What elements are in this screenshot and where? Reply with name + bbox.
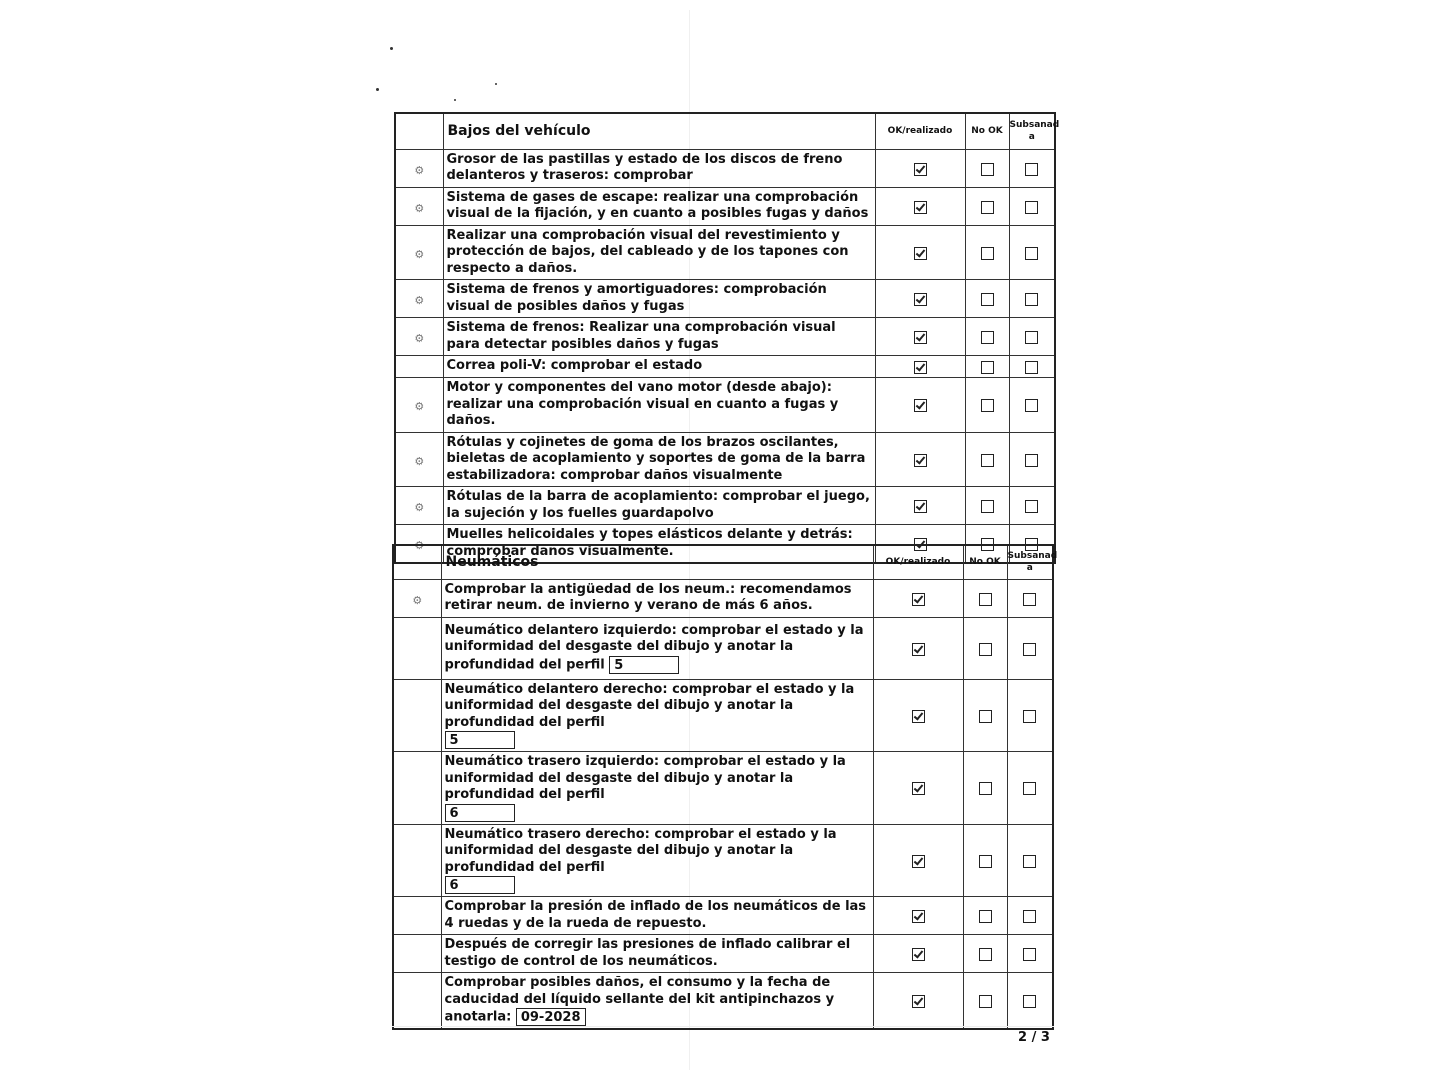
ok-checkbox[interactable] [912, 593, 925, 606]
row-icon-cell [393, 935, 441, 973]
ok-cell [875, 356, 965, 378]
subsanada-checkbox[interactable] [1025, 399, 1038, 412]
no-ok-checkbox[interactable] [981, 163, 994, 176]
no-ok-checkbox[interactable] [979, 910, 992, 923]
ok-cell [873, 617, 963, 679]
item-description [441, 897, 873, 935]
item-text: Rótulas de la barra de acoplamiento: comprobar el juego, la sujeción y los fuelles guardapolvo [446, 489, 870, 521]
checklist-row [395, 378, 1055, 433]
item-text: Grosor de las pastillas y estado de los discos de freno delanteros y traseros: comprobar [446, 151, 843, 183]
subsanada-cell [1007, 973, 1053, 1030]
checklist-row [393, 617, 1053, 679]
subsanada-checkbox[interactable] [1025, 201, 1038, 214]
no-ok-checkbox[interactable] [979, 948, 992, 961]
col-sub-header: Subsanad a [1009, 113, 1055, 149]
header-spacer [395, 113, 443, 149]
subsanada-checkbox[interactable] [1023, 782, 1036, 795]
subsanada-cell [1009, 356, 1055, 378]
item-description [443, 149, 875, 187]
item-text: Sistema de frenos y amortiguadores: comprobación visual de posibles daños y fugas [446, 282, 827, 314]
ok-checkbox[interactable] [914, 361, 927, 374]
service-icon: ⚙ [414, 501, 425, 514]
subsanada-checkbox[interactable] [1023, 948, 1036, 961]
item-text: Después de corregir las presiones de inflado calibrar el testigo de control de los neumáticos. [444, 937, 851, 969]
no-ok-cell [963, 935, 1007, 973]
page-number: 2 / 3 [1018, 1030, 1050, 1045]
item-description [441, 973, 873, 1030]
subsanada-cell [1007, 935, 1053, 973]
measured-value-field[interactable]: 6 [445, 876, 515, 894]
row-icon-cell [395, 280, 443, 318]
ok-checkbox[interactable] [914, 500, 927, 513]
row-icon-cell [395, 149, 443, 187]
no-ok-cell [965, 356, 1009, 378]
item-description [443, 187, 875, 225]
row-icon-cell [393, 579, 441, 617]
ok-checkbox[interactable] [912, 995, 925, 1008]
service-icon: ⚙ [412, 593, 423, 607]
checklist-row [393, 752, 1053, 825]
subsanada-cell [1009, 280, 1055, 318]
subsanada-checkbox[interactable] [1023, 643, 1036, 656]
measured-value-field[interactable]: 09-2028 [516, 1008, 586, 1026]
item-description [441, 617, 873, 679]
subsanada-cell [1009, 187, 1055, 225]
measured-value-field[interactable]: 6 [445, 804, 515, 822]
col-nok-header: No OK [965, 113, 1009, 149]
no-ok-cell [965, 318, 1009, 356]
row-icon-cell [393, 752, 441, 825]
service-icon: ⚙ [414, 163, 425, 177]
section-header [395, 113, 1055, 149]
ok-cell [875, 432, 965, 487]
checklist-row [395, 432, 1055, 487]
no-ok-checkbox[interactable] [979, 855, 992, 868]
subsanada-cell [1007, 679, 1053, 752]
no-ok-checkbox[interactable] [979, 995, 992, 1008]
no-ok-checkbox[interactable] [981, 399, 994, 412]
subsanada-checkbox[interactable] [1023, 910, 1036, 923]
row-icon-cell [395, 432, 443, 487]
no-ok-cell [963, 824, 1007, 897]
no-ok-checkbox[interactable] [979, 782, 992, 795]
subsanada-cell [1009, 318, 1055, 356]
ok-checkbox[interactable] [912, 910, 925, 923]
no-ok-cell [965, 487, 1009, 525]
item-description [443, 225, 875, 280]
checklist-row [395, 187, 1055, 225]
header-spacer [393, 545, 441, 579]
ok-cell [875, 187, 965, 225]
ok-checkbox[interactable] [914, 331, 927, 344]
item-description [443, 318, 875, 356]
no-ok-cell [965, 280, 1009, 318]
subsanada-cell [1007, 617, 1053, 679]
subsanada-checkbox[interactable] [1025, 361, 1038, 374]
no-ok-cell [963, 579, 1007, 617]
no-ok-checkbox[interactable] [979, 643, 992, 656]
ok-cell [875, 318, 965, 356]
row-icon-cell [395, 225, 443, 280]
no-ok-cell [965, 187, 1009, 225]
row-icon-cell [393, 617, 441, 679]
ok-cell [873, 824, 963, 897]
subsanada-cell [1009, 432, 1055, 487]
row-icon-cell [393, 824, 441, 897]
subsanada-checkbox[interactable] [1023, 710, 1036, 723]
no-ok-cell [965, 432, 1009, 487]
subsanada-checkbox[interactable] [1025, 293, 1038, 306]
item-text: Neumático trasero derecho: comprobar el estado y la uniformidad del desgaste del dibujo y anotar la profundidad del perfil [444, 826, 837, 875]
row-icon-cell [393, 897, 441, 935]
checklist-row [395, 149, 1055, 187]
scan-speck [376, 88, 379, 91]
subsanada-checkbox[interactable] [1025, 454, 1038, 467]
item-text: Neumático trasero izquierdo: comprobar el estado y la uniformidad del desgaste del dibujo y anotar la profundidad del perfil [444, 754, 846, 802]
service-icon: ⚙ [414, 201, 425, 215]
section-title: Bajos del vehículo [443, 113, 875, 149]
ok-cell [873, 679, 963, 752]
item-text: Correa poli-V: comprobar el estado [446, 358, 703, 374]
no-ok-cell [963, 679, 1007, 752]
item-description [441, 752, 873, 825]
ok-checkbox[interactable] [912, 782, 925, 795]
service-icon: ⚙ [414, 332, 425, 345]
measured-value-field[interactable]: 5 [609, 656, 679, 674]
item-text: Motor y componentes del vano motor (desde abajo): realizar una comprobación visual en cuanto a fugas y daños. [446, 380, 839, 428]
service-icon: ⚙ [414, 454, 425, 468]
no-ok-checkbox[interactable] [981, 293, 994, 306]
scan-speck [454, 99, 456, 101]
subsanada-checkbox[interactable] [1023, 593, 1036, 606]
ok-cell [875, 225, 965, 280]
scan-speck [390, 47, 393, 50]
checklist-row [393, 579, 1053, 617]
checklist-row [395, 225, 1055, 280]
subsanada-checkbox[interactable] [1025, 331, 1038, 344]
checklist-row [393, 824, 1053, 897]
row-icon-cell [393, 679, 441, 752]
scan-speck [495, 83, 497, 85]
ok-checkbox[interactable] [914, 293, 927, 306]
subsanada-cell [1009, 225, 1055, 280]
item-description [441, 935, 873, 973]
service-icon: ⚙ [414, 247, 425, 261]
col-ok-header: OK/realizado [875, 113, 965, 149]
ok-checkbox[interactable] [912, 855, 925, 868]
item-text: Neumático delantero derecho: comprobar el estado y la uniformidad del desgaste del dibujo y anotar la profundidad del perfil [444, 681, 855, 730]
row-icon-cell [393, 973, 441, 1030]
item-text: Comprobar la presión de inflado de los neumáticos de las 4 ruedas y de la rueda de repuesto. [444, 899, 867, 931]
ok-cell [873, 752, 963, 825]
ok-cell [873, 935, 963, 973]
checklist-row [393, 897, 1053, 935]
no-ok-checkbox[interactable] [981, 361, 994, 374]
subsanada-checkbox[interactable] [1025, 500, 1038, 513]
row-icon-cell [395, 187, 443, 225]
row-icon-cell [395, 318, 443, 356]
no-ok-cell [963, 617, 1007, 679]
ok-cell [875, 280, 965, 318]
item-text: Muelles helicoidales y topes elásticos delante y detrás: comprobar daños visualmente. [446, 527, 853, 559]
ok-checkbox[interactable] [914, 247, 927, 260]
checklist-row [395, 487, 1055, 525]
col-ok-header: OK/realizado [873, 545, 963, 579]
checklist-row [393, 973, 1053, 1030]
ok-cell [875, 149, 965, 187]
item-description [441, 679, 873, 752]
ok-checkbox[interactable] [914, 454, 927, 467]
subsanada-cell [1007, 824, 1053, 897]
no-ok-checkbox[interactable] [981, 454, 994, 467]
ok-checkbox[interactable] [912, 643, 925, 656]
no-ok-cell [965, 149, 1009, 187]
subsanada-checkbox[interactable] [1025, 247, 1038, 260]
checklist-row [395, 318, 1055, 356]
section-header [393, 545, 1053, 579]
item-text: Sistema de gases de escape: realizar una comprobación visual de la fijación, y en cuanto a posibles fugas y daños [446, 189, 869, 221]
col-sub-header: Subsanad a [1007, 545, 1053, 579]
item-text: Rótulas y cojinetes de goma de los brazos oscilantes, bieletas de acoplamiento y soportes de goma de la barra estabilizadora: comprobar daños visualmente [446, 434, 866, 483]
item-description [443, 280, 875, 318]
ok-cell [875, 487, 965, 525]
measured-value-field[interactable]: 5 [445, 731, 515, 749]
no-ok-checkbox[interactable] [981, 331, 994, 344]
no-ok-checkbox[interactable] [981, 247, 994, 260]
item-description [443, 432, 875, 487]
no-ok-cell [963, 752, 1007, 825]
checklist-row [395, 356, 1055, 378]
checklist-row [393, 935, 1053, 973]
subsanada-checkbox[interactable] [1025, 163, 1038, 176]
ok-cell [873, 973, 963, 1030]
row-icon-cell [395, 378, 443, 433]
service-icon: ⚙ [414, 400, 425, 414]
col-nok-header: No OK [963, 545, 1007, 579]
no-ok-checkbox[interactable] [979, 593, 992, 606]
ok-cell [873, 579, 963, 617]
item-text: Neumático delantero izquierdo: comprobar el estado y la uniformidad del desgaste del dibujo y anotar la profundidad del perfil [444, 622, 864, 672]
ok-checkbox[interactable] [912, 948, 925, 961]
section-title: Neumáticos [441, 545, 873, 579]
checklist-row [393, 679, 1053, 752]
item-text: Comprobar posibles daños, el consumo y la fecha de caducidad del líquido sellante del kit antipinchazos y anotarla: [444, 975, 835, 1025]
subsanada-checkbox[interactable] [1023, 995, 1036, 1008]
item-text: Comprobar la antigüedad de los neum.: recomendamos retirar neum. de invierno y verano de más 6 años. [444, 581, 852, 613]
no-ok-cell [963, 973, 1007, 1030]
item-text: Sistema de frenos: Realizar una comprobación visual para detectar posibles daños y fugas [446, 320, 836, 352]
section-neumaticos [392, 544, 1058, 1030]
row-icon-cell [395, 356, 443, 378]
ok-checkbox[interactable] [914, 201, 927, 214]
service-icon: ⚙ [414, 539, 425, 552]
subsanada-cell [1009, 487, 1055, 525]
item-description [441, 824, 873, 897]
no-ok-checkbox[interactable] [981, 500, 994, 513]
subsanada-cell [1007, 579, 1053, 617]
no-ok-cell [963, 897, 1007, 935]
ok-checkbox[interactable] [912, 710, 925, 723]
ok-checkbox[interactable] [914, 399, 927, 412]
item-description [443, 487, 875, 525]
item-description [443, 378, 875, 433]
subsanada-cell [1009, 149, 1055, 187]
item-description [443, 356, 875, 378]
item-text: Realizar una comprobación visual del revestimiento y protección de bajos, del cableado y de los tapones con respecto a daños. [446, 227, 849, 276]
section-bajos-vehiculo [394, 112, 1060, 564]
ok-checkbox[interactable] [914, 163, 927, 176]
row-icon-cell [395, 487, 443, 525]
no-ok-cell [965, 225, 1009, 280]
no-ok-cell [965, 378, 1009, 433]
ok-cell [873, 897, 963, 935]
service-icon: ⚙ [414, 294, 425, 307]
footer-rule [392, 1026, 1054, 1027]
no-ok-checkbox[interactable] [981, 201, 994, 214]
subsanada-cell [1007, 897, 1053, 935]
no-ok-checkbox[interactable] [979, 710, 992, 723]
ok-cell [875, 378, 965, 433]
subsanada-cell [1009, 378, 1055, 433]
subsanada-checkbox[interactable] [1023, 855, 1036, 868]
checklist-row [395, 280, 1055, 318]
item-description [441, 579, 873, 617]
subsanada-cell [1007, 752, 1053, 825]
